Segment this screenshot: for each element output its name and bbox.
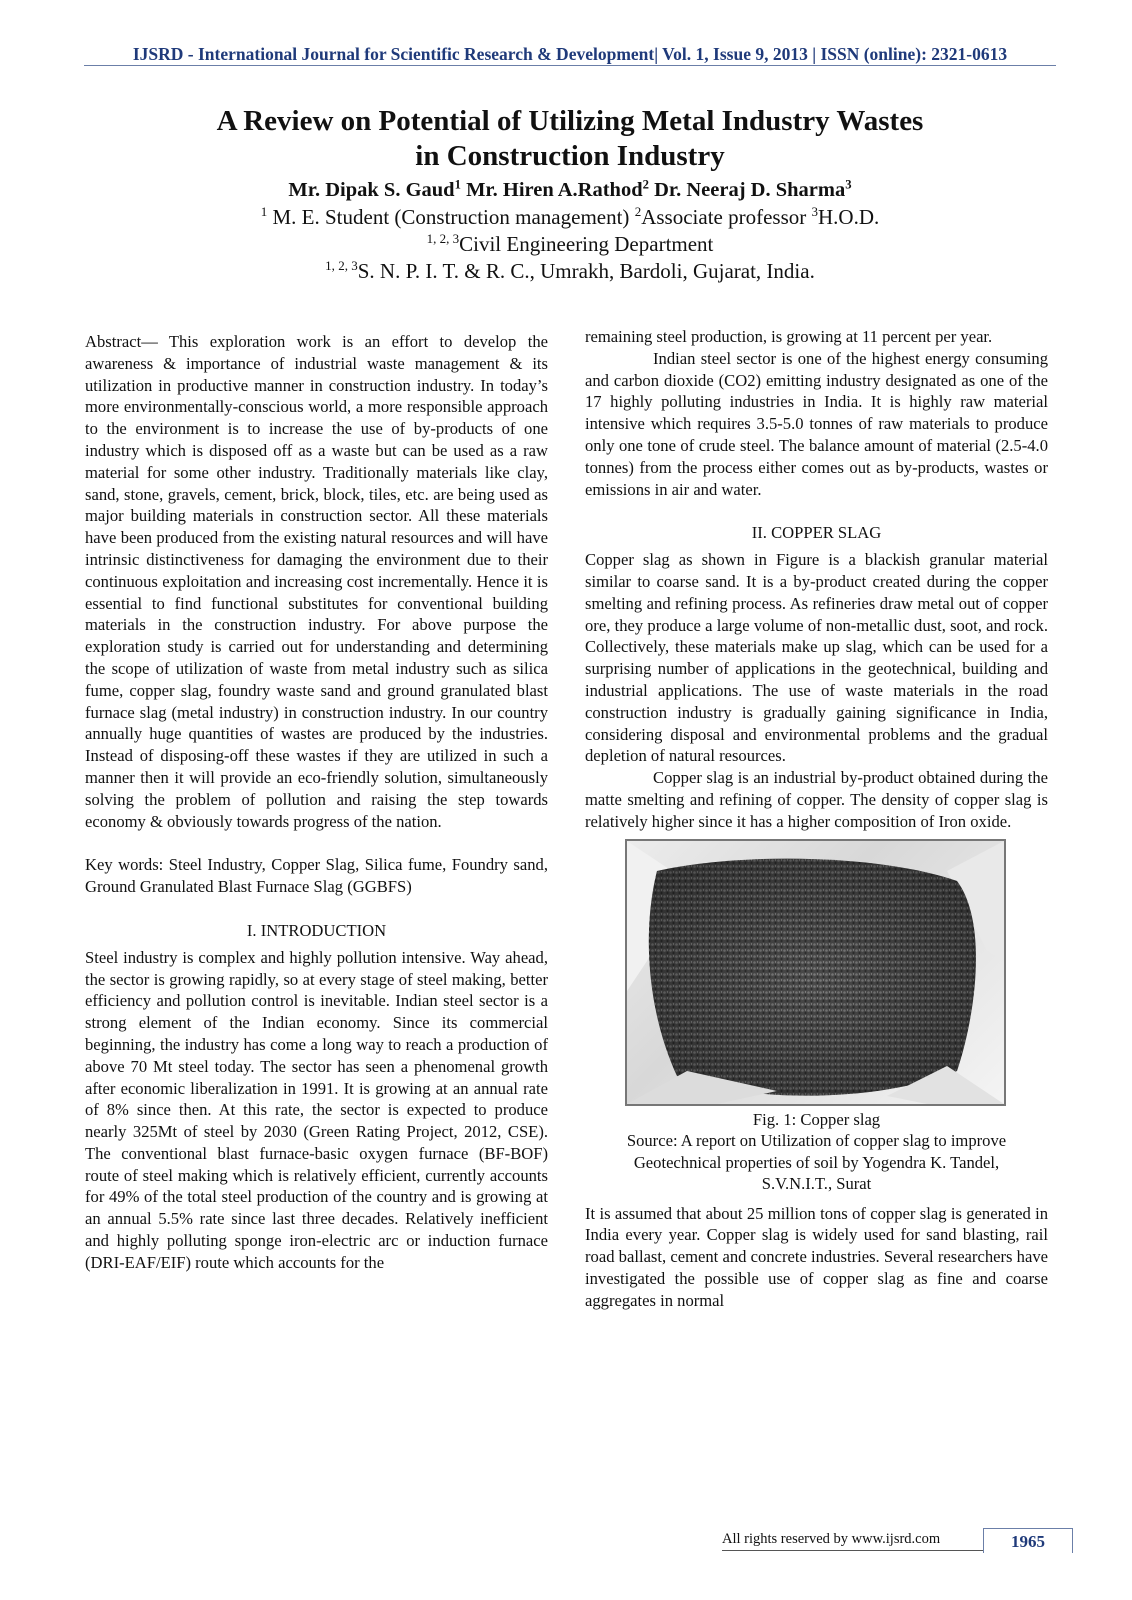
figure-caption: Fig. 1: Copper slag (752, 1109, 881, 1129)
title-block (84, 104, 1056, 285)
figure-source-line-3: S.V.N.I.T., Surat (761, 1174, 872, 1194)
copper-slag-photo (625, 839, 1006, 1106)
author-3-sup: 3 (845, 177, 852, 192)
author-2-sup: 2 (642, 177, 649, 192)
authors (84, 176, 1056, 204)
affil-dept-sup: 1, 2, 3 (426, 231, 460, 247)
affil-role-2: Associate professor (641, 205, 812, 229)
copper-slag-photo-graphic (627, 841, 1004, 1104)
right-para-4: Copper slag is an industrial by-product obtained during the matte smelting and refining of copper. The density of copper slag is relatively higher since it has a higher composition of Iron oxide. (585, 768, 1048, 831)
author-1: Mr. Dipak S. Gaud (288, 179, 455, 201)
affiliation-line-2 (84, 231, 1056, 258)
right-para-2: Indian steel sector is one of the highest energy consuming and carbon dioxide (CO2) emitting industry designated as one of the 17 highly polluting industries in India. It is highly raw material intensive which requires 3.5-5.0 tonnes of raw materials to produce only one tone of crude steel. The balance amount of material (2.5-4.0 tonnes) from the process either comes out as by-products, wastes or emissions in air and water. (585, 348, 1048, 499)
affil-sup-2: 2 (634, 204, 642, 220)
introduction-heading: I. INTRODUCTION (246, 920, 387, 940)
affiliation-line-1 (84, 204, 1056, 231)
title-line-1: A Review on Potential of Utilizing Metal Industry Wastes (216, 105, 924, 137)
right-para-5: It is assumed that about 25 million tons of copper slag is generated in India every year. Copper slag is widely used for sand blasting, rail road ballast, cement and concrete industries. Several researchers have investigated the possible use of copper slag as fine and coarse aggregates in normal (585, 1203, 1048, 1310)
affiliation-line-3 (84, 258, 1056, 285)
affil-sup-3: 3 (811, 204, 819, 220)
right-para-3: Copper slag as shown in Figure is a blackish granular material similar to coarse sand. It is a by-product created during the copper smelting and refining process. As refineries draw metal out of copper ore, they produce a large volume of non-metallic dust, soot, and rock. Collectively, these materials make up slag, which can be used for a surprising number of applications in the geotechnical, building and industrial applications. The use of waste materials in the road construction industry is gradually gaining significance in India, considering disposal and environmental problems and the gradual depletion of natural resources. (585, 550, 1048, 766)
affil-institute: S. N. P. I. T. & R. C., Umrakh, Bardoli, Gujarat, India. (357, 259, 815, 283)
footer-rights: All rights reserved by www.ijsrd.com (722, 1531, 941, 1547)
affil-sup-1: 1 (260, 204, 268, 220)
figure-source-line-1: Source: A report on Utilization of copper slag to improve (626, 1131, 1007, 1151)
footer-rule (722, 1550, 984, 1551)
affil-inst-sup: 1, 2, 3 (325, 258, 358, 274)
author-2: Mr. Hiren A.Rathod (466, 179, 643, 201)
figure-source-line-2: Geotechnical properties of soil by Yogendra K. Tandel, (633, 1152, 1000, 1172)
copper-slag-heading: II. COPPER SLAG (751, 523, 882, 543)
paper-title (84, 104, 1056, 174)
page-number: 1965 (983, 1528, 1073, 1553)
title-line-2: in Construction Industry (415, 140, 725, 172)
abstract: Abstract— This exploration work is an effort to develop the awareness & importance of industrial waste management & its utilization in productive manner in construction industry. In today’s more environmentally-conscious world, a more responsible approach to the environment is to increase the use of by-products of one industry which is disposed off as a waste but can be used as a raw material for some other industry. Traditionally materials like clay, sand, stone, gravels, cement, brick, block, tiles, etc. are being used as major building materials in construction sector. All these materials have been produced from the existing natural resources and will have intrinsic distinctiveness for damaging the environment due to their continuous exploitation and increasing cost incrementally. Hence it is essential to find functional substitutes for conventional building materials in the construction industry. For above purpose the exploration study is carried out for understanding and determining the scope of utilization of waste from metal industry such as silica fume, copper slag, foundry waste sand and ground granulated blast furnace slag (metal industry) in construction industry. In our country annually huge quantities of wastes are produced by the industries. Instead of disposing-off these wastes if they are utilized in such a manner then it will provide an eco-friendly solution, simultaneously solving the problem of pollution and raising the step towards economy & obviously towards progress of the nation. (85, 332, 548, 831)
introduction-text: Steel industry is complex and highly pollution intensive. Way ahead, the sector is growing rapidly, so at every stage of steel making, better efficiency and pollution control is inevitable. Indian steel sector is a strong element of the Indian economy. Since its commercial beginning, the industry has come a long way to reach a production of above 70 Mt steel today. The sector has seen a phenomenal growth after economic liberalization in 1991. It is growing at an annual rate of 8% since then. At this rate, the sector is expected to produce nearly 325Mt of steel by 2030 (Green Rating Project, 2012, CSE). The conventional blast furnace-basic oxygen furnace (BF-BOF) route of steel making which is relatively efficient, currently accounts for 49% of the total steel production of the country and is growing at an annual 5.5% rate since last three decades. Relatively inefficient and highly polluting sponge iron-electric arc or induction furnace (DRI-EAF/EIF) route which accounts for the (85, 947, 548, 1272)
right-para-1: remaining steel production, is growing at 11 percent per year. (585, 327, 993, 346)
author-1-sup: 1 (454, 177, 461, 192)
header-rule (84, 65, 1056, 66)
left-column (85, 331, 548, 1274)
journal-header: IJSRD - International Journal for Scientific Research & Development| Vol. 1, Issue 9, 2013 | ISSN (online): 2321-0613 (132, 44, 1008, 64)
affil-role-3: H.O.D. (818, 205, 880, 229)
keywords: Key words: Steel Industry, Copper Slag, Silica fume, Foundry sand, Ground Granulated Blast Furnace Slag (GGBFS) (85, 855, 548, 897)
right-column (585, 326, 1048, 1312)
affil-department: Civil Engineering Department (459, 232, 714, 256)
affil-role-1: M. E. Student (Construction management) (267, 205, 635, 229)
author-3: Dr. Neeraj D. Sharma (654, 179, 846, 201)
